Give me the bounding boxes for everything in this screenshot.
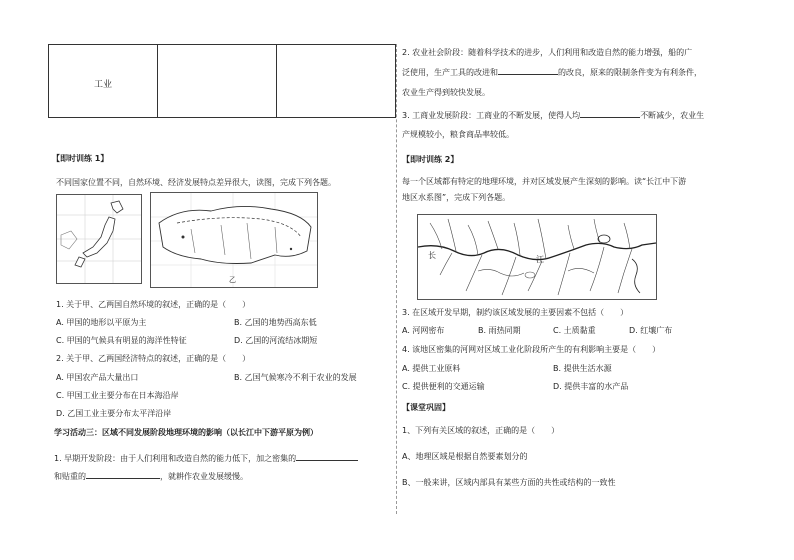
answer-blank[interactable]: [498, 73, 558, 75]
table-cell-empty: [158, 45, 277, 118]
activity3-heading: 学习活动三：区域不同发展阶段地理环境的影响（以长江中下游平原为例）: [54, 428, 318, 437]
comparison-table: [48, 44, 396, 118]
drill1-title: 【即时训练 1】: [52, 154, 109, 163]
review-title: 【课堂巩固】: [402, 403, 450, 412]
q3-option-c: C. 土质黏重: [553, 326, 596, 335]
q1-option-d: D. 乙国的河流结冰期短: [234, 336, 318, 345]
japan-map-graphic: [57, 195, 141, 283]
q4-option-c: C. 提供便利的交通运输: [402, 382, 485, 391]
column-divider: [396, 44, 397, 514]
drill2-title: 【即时训练 2】: [402, 155, 459, 164]
answer-blank[interactable]: [296, 459, 358, 461]
paragraph-2-line3: 农业生产得到较快发展。: [402, 88, 490, 97]
paragraph-1-line1: 1. 早期开发阶段：由于人们利用和改造自然的能力低下，加之密集的: [54, 454, 358, 464]
q3-option-a: A. 河网密布: [402, 326, 445, 335]
q2-option-b: B. 乙国气候寒冷不利于农业的发展: [234, 373, 357, 382]
question-1: 1. 关于甲、乙两国自然环境的叙述，正确的是（ ）: [56, 300, 251, 309]
table-cell-empty: [277, 45, 396, 118]
paragraph-3-line2: 产规模较小，粮食商品率较低。: [402, 130, 514, 139]
japan-map: [56, 194, 142, 284]
map-label-yi: 乙: [229, 276, 236, 284]
table-cell-label: 工业: [49, 45, 158, 118]
q1-option-b: B. 乙国的地势西高东低: [234, 318, 317, 327]
q4-option-b: B. 提供生活水源: [553, 364, 612, 373]
drill2-intro-line1: 每一个区域都有特定的地理环境，并对区域发展产生深刻的影响。读“长江中下游: [402, 177, 687, 186]
question-3: 3. 在区域开发早期，制约该区域发展的主要因素不包括（ ）: [402, 308, 629, 317]
paragraph-2-line2: 泛使用，生产工具的改进和 的改良，原来的限制条件变为有利条件，: [402, 68, 702, 77]
drill2-intro-line2: 地区水系图”，完成下列各题。: [402, 193, 511, 202]
question-4: 4. 该地区密集的河网对区域工业化阶段所产生的有利影响主要是（ ）: [402, 345, 661, 354]
review-question-1: 1、下列有关区域的叙述，正确的是（ ）: [402, 426, 560, 435]
q3-option-b: B. 雨热同期: [478, 326, 521, 335]
q2-option-c: C. 甲国工业主要分布在日本海沿岸: [56, 391, 179, 400]
q4-option-a: A. 提供工业原料: [402, 364, 461, 373]
yangtze-river-map: [417, 214, 657, 300]
q1-option-a: A. 甲国的地形以平原为主: [56, 318, 147, 327]
q1-option-c: C. 甲国的气候具有明显的海洋性特征: [56, 336, 187, 345]
review-q1-option-b: B、一般来讲，区域内部具有某些方面的共性或结构的一致性: [402, 478, 616, 487]
paragraph-2-line1: 2. 农业社会阶段：随着科学技术的进步，人们利用和改造自然的能力增强，船的广: [402, 48, 693, 57]
russia-map: [150, 192, 318, 288]
review-q1-option-a: A、地理区域是根据自然要素划分的: [402, 452, 528, 461]
question-2: 2. 关于甲、乙两国经济特点的叙述，正确的是（ ）: [56, 354, 251, 363]
map-label-chang: 长: [428, 251, 436, 260]
answer-blank[interactable]: [580, 116, 640, 118]
russia-map-graphic: [151, 193, 317, 287]
paragraph-3-line1: 3. 工商业发展阶段：工商业的不断发展，使得人均 不断减少，农业生: [402, 111, 705, 120]
q2-option-a: A. 甲国农产品大量出口: [56, 373, 139, 382]
q3-option-d: D. 红壤广布: [629, 326, 673, 335]
q2-option-d: D. 乙国工业主要分布太平洋沿岸: [56, 409, 172, 418]
paragraph-1-line2: 和贴重的 ，就耕作农业发展缓慢。: [54, 472, 248, 481]
drill1-intro: 不同国家位置不同，自然环境、经济发展特点差异很大，读图，完成下列各题。: [56, 178, 336, 187]
map-label-jiang: 江: [536, 255, 544, 264]
answer-blank[interactable]: [86, 477, 160, 479]
q4-option-d: D. 提供丰富的水产品: [553, 382, 629, 391]
